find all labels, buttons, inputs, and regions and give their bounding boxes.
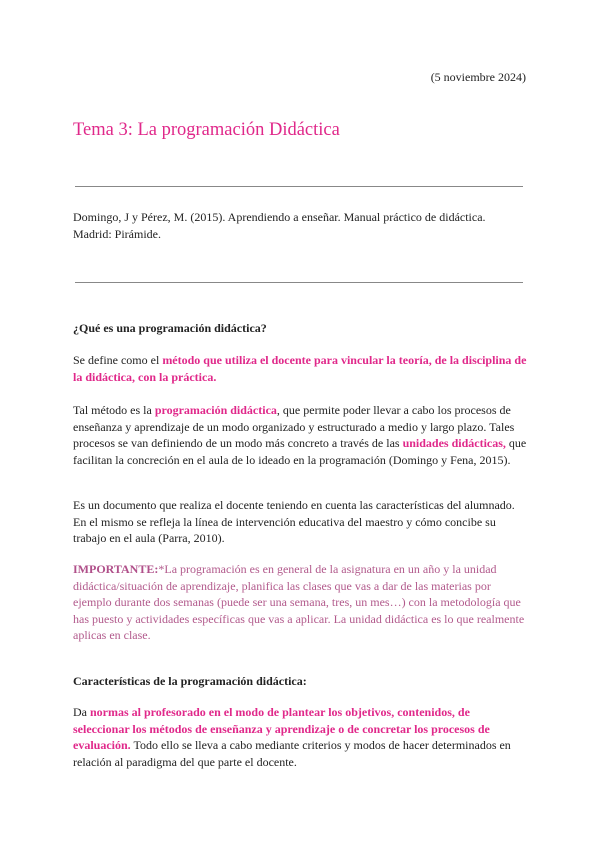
reference-citation xyxy=(73,209,528,242)
reference-line-2: Madrid: Pirámide. xyxy=(73,226,161,241)
reference-line-1: Domingo, J y Pérez, M. (2015). Aprendiendo a enseñar. Manual práctico de didáctica. xyxy=(73,210,486,224)
highlight-programacion: programación didáctica xyxy=(154,403,277,417)
important-note xyxy=(73,561,528,644)
paragraph-method-body: , que permite poder llevar a cabo los procesos de enseñanza y aprendizaje de un modo organizado y estructurado a medio y largo plazo. Tales procesos se van definiendo de un modo más concreto a través de las xyxy=(73,403,515,450)
paragraph-document: Es un documento que realiza el docente teniendo en cuenta las características del alumnado. En el mismo se refleja la línea de intervención educativa del maestro y cómo concibe su trabajo en el aula (Parra, 2010). xyxy=(73,498,515,545)
highlight-unidades: unidades didácticas, xyxy=(402,436,506,450)
divider-top xyxy=(75,186,523,187)
document-date: (5 noviembre 2024) xyxy=(430,70,526,84)
paragraph-characteristics-intro: Da xyxy=(73,705,90,719)
section-heading-characteristics: Características de la programación didáctica: xyxy=(73,674,307,688)
paragraph-method xyxy=(73,402,528,468)
paragraph-definition-text: Se define como el xyxy=(73,353,163,367)
section-heading-what-is: ¿Qué es una programación didáctica? xyxy=(73,321,267,335)
paragraph-method-intro: Tal método es la xyxy=(73,403,155,417)
important-text: *La programación es en general de la asignatura en un año y la unidad didáctica/situación de aprendizaje, planifica las clases que vas a dar de las materias por ejemplo durante dos semanas (puede ser una semana, tres, un mes…) con la metodología que has puesto y actividades específicas que vas a aplicar. La unidad didáctica es lo que realmente aplicas en clase. xyxy=(73,562,525,642)
important-label: IMPORTANTE: xyxy=(73,562,159,576)
paragraph-characteristics-end: Todo ello se lleva a cabo mediante criterios y modos de hacer determinados en relación al paradigma del que parte el docente. xyxy=(73,738,511,769)
highlight-normas: normas al profesorado en el modo de plantear los objetivos, contenidos, de seleccionar los métodos de enseñanza y aprendizaje o de concretar los procesos de evaluación. xyxy=(73,705,490,752)
paragraph-method-end: que facilitan la concreción en el aula de lo ideado en la programación (Domingo y Fena, 2015). xyxy=(73,436,527,467)
divider-bottom xyxy=(75,282,523,283)
paragraph-definition xyxy=(73,352,528,385)
page-title: Tema 3: La programación Didáctica xyxy=(73,120,340,140)
paragraph-characteristics xyxy=(73,704,528,770)
highlight-method: método que utiliza el docente para vincular la teoría, de la disciplina de la didáctica, con la práctica. xyxy=(73,353,527,384)
